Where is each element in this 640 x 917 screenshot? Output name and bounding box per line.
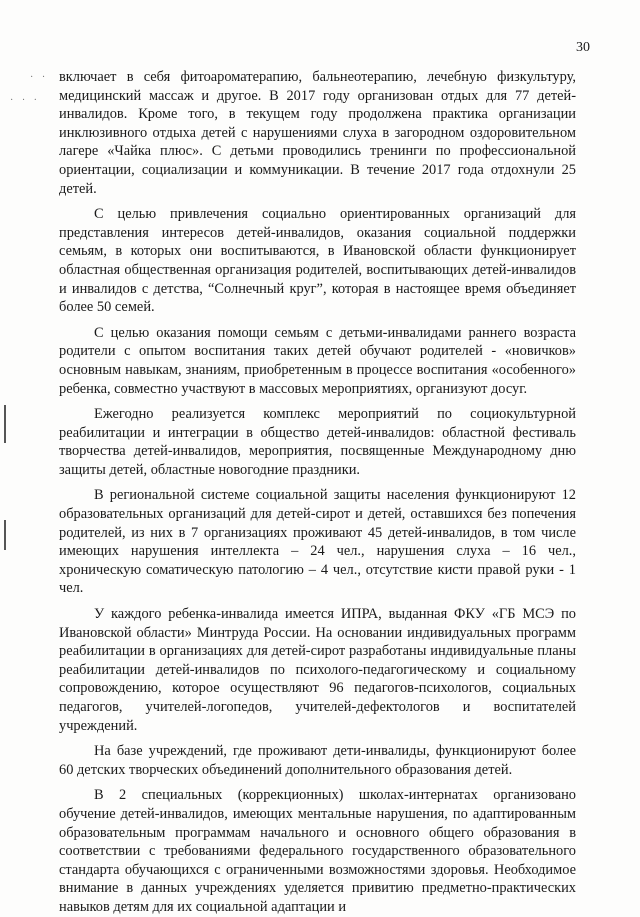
paragraph-2: С целью привлечения социально ориентированных организаций для представления интересов детей-инвалидов, оказания социальной поддержки семьям, в которых они воспитываются, в Ивановской области функционирует областная общественная организация родителей, воспитывающих детей-инвалидов и инвалидов с детства, “Солнечный круг”, которая в настоящее время объединяет более 50 семей.	[59, 206, 576, 316]
scan-edge-mark	[4, 405, 6, 443]
scan-speckle: · · ·	[10, 95, 40, 106]
paragraph-1: включает в себя фитоароматерапию, бальнеотерапию, лечебную физкультуру, медицинский массаж и другое. В 2017 году организован отдых для 77 детей-инвалидов. Кроме того, в текущем году продолжена практика организации инклюзивного отдыха детей с нарушениями слуха в загородном оздоровительном лагере «Чайка плюс». С детьми проводились тренинги по профессиональной ориентации, социализации и коммуникации. В течение 2017 года отдохнули 25 детей.	[59, 69, 576, 197]
scan-edge-mark	[4, 520, 6, 550]
page-number: 30	[576, 40, 590, 55]
paragraph-5: В региональной системе социальной защиты населения функционируют 12 образовательных организаций для детей-сирот и детей, оставшихся без попечения родителей, из них в 7 организациях проживают 45 детей-инвалидов, в том числе имеющих нарушения интеллекта – 24 чел., нарушения слуха – 16 чел., хроническую соматическую патологию – 4 чел., отсутствие кисти правой руки - 1 чел.	[59, 487, 576, 597]
paragraph-7: На базе учреждений, где проживают дети-инвалиды, функционируют более 60 детских творческих объединений дополнительного образования детей.	[59, 743, 576, 778]
paragraph-8: В 2 специальных (коррекционных) школах-интернатах организовано обучение детей-инвалидов, имеющих ментальные нарушения, по адаптированным образовательным программам начального и основного общего образования в соответствии с требованиями федерального государственного образовательного стандарта обучающихся с ограниченными возможностями здоровья. Необходимое внимание в данных учреждениях уделяется привитию предметно-практических навыков детям для их социальной адаптации и	[59, 787, 576, 915]
paragraph-6: У каждого ребенка-инвалида имеется ИПРА, выданная ФКУ «ГБ МСЭ по Ивановской области» Минтруда России. На основании индивидуальных программ реабилитации в организациях для детей-сирот разработаны индивидуальные планы реабилитации детей-инвалидов по психолого-педагогическому и социальному сопровождению, которое осуществляют 96 педагогов-психологов, социальных педагогов, учителей-логопедов, учителей-дефектологов и воспитателей учреждений.	[59, 606, 576, 734]
document-body	[59, 68, 576, 917]
scan-speckle: · ·	[30, 72, 49, 83]
paragraph-4: Ежегодно реализуется комплекс мероприятий по социокультурной реабилитации и интеграции в общество детей-инвалидов: областной фестиваль творчества детей-инвалидов, мероприятия, посвященные Международному дню защиты детей, областные новогодние праздники.	[59, 406, 576, 478]
paragraph-3: С целью оказания помощи семьям с детьми-инвалидами раннего возраста родители с опытом воспитания таких детей обучают родителей - «новичков» основным навыкам, знаниям, приобретенным в процессе воспитания «особенного» ребенка, совместно участвуют в массовых мероприятиях, организуют досуг.	[59, 324, 576, 397]
